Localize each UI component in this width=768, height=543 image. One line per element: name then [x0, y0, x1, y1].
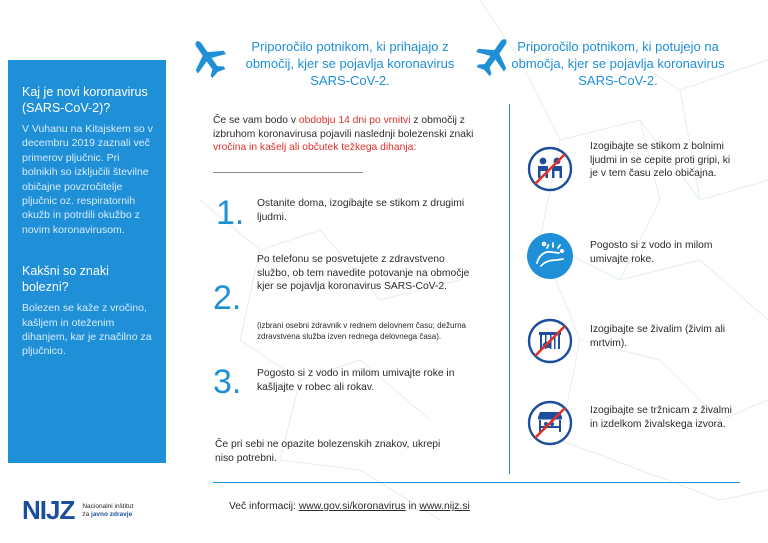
advice-no-market: Izogibajte se tržnicam z živalmi in izdelkom živalskega izvora. — [590, 405, 732, 430]
footer-divider — [213, 482, 740, 483]
sidebar-text-symptoms: Bolezen se kaže z vročino, kašljem in oteženim dihanjem, kar je značilno za pljučnico. — [22, 302, 152, 358]
logo-line-1: Nacionalni inštitut — [82, 502, 134, 510]
step-3-number: 3. — [213, 363, 242, 401]
no-market-icon — [527, 400, 573, 446]
footer-info — [229, 500, 470, 514]
intro-part-b: z območij z izbruhom koronavirusa pojavili naslednji bolezenski znaki — [213, 115, 474, 140]
logo-line-2 — [82, 511, 133, 519]
nijz-link[interactable]: www.nijz.si — [419, 501, 470, 512]
step-2-text: Po telefonu se posvetujete z zdravstveno službo, ob tem navedite potovanje na območje kjer se pojavlja koronavirus SARS-CoV-2. — [257, 254, 470, 293]
step-3-text: Pogosto si z vodo in milom umivajte roke in kašljajte v robec ali rokav. — [257, 368, 455, 393]
intro-highlight-period: obdobju 14 dni po vrnitvi — [298, 115, 411, 126]
no-contact-icon — [527, 146, 573, 192]
airplane-landing-icon — [188, 36, 228, 80]
nijz-logo — [22, 495, 133, 526]
right-section-title: Priporočilo potnikom, ki potujejo na območja, kjer se pojavlja koronavirus SARS-CoV-2. — [511, 39, 725, 88]
hand-washing-icon — [527, 233, 573, 279]
gov-link[interactable]: www.gov.si/koronavirus — [298, 501, 406, 512]
step-2-number: 2. — [213, 279, 242, 317]
left-section-title: Priporočilo potnikom, ki prihajajo z območij, kjer se pojavlja koronavirus SARS-CoV-2. — [245, 39, 455, 88]
advice-hand-washing: Pogosto si z vodo in milom umivajte roke. — [590, 240, 713, 265]
intro-highlight-symptoms: vročina in kašelj ali občutek težkega dihanja: — [213, 142, 417, 154]
advice-no-contact: Izogibajte se stikom z bolnimi ljudmi in se cepite proti gripi, ki je v tem času zelo običajna. — [590, 141, 731, 180]
sidebar-heading-what-is: Kaj je novi koronavirus (SARS-CoV-2)? — [22, 85, 148, 115]
intro-part-a: Če se vam bodo v — [213, 115, 299, 126]
footer-middle: in — [405, 501, 420, 512]
logo-line-2-prefix: za — [82, 510, 92, 518]
no-animals-icon — [527, 318, 573, 364]
intro-paragraph — [213, 114, 483, 155]
advice-no-animals: Izogibajte se živalim (živim ali mrtvim). — [590, 324, 726, 349]
outro-paragraph: Če pri sebi ne opazite bolezenskih znakov, ukrepi niso potrebni. — [215, 439, 441, 464]
step-1-text: Ostanite doma, izogibajte se stikom z drugimi ljudmi. — [257, 198, 465, 223]
column-divider — [509, 104, 510, 474]
logo-subtitle — [82, 503, 133, 519]
step-1-number: 1. — [216, 194, 245, 232]
intro-underline — [213, 172, 363, 173]
info-sidebar — [8, 60, 166, 463]
logo-line-2-accent: javno zdravje — [91, 510, 133, 518]
sidebar-text-what-is: V Vuhanu na Kitajskem so v decembru 2019 zaznali več primerov pljučnic. Pri bolnikih so izključili številne običajne povzročitelje pljučnic oz. respiratornih okužb in potrdili okužbo z novim koronavirusom. — [22, 123, 153, 236]
sidebar-heading-symptoms: Kakšni so znaki bolezni? — [22, 264, 109, 295]
footer-prefix: Več informacij: — [229, 501, 299, 512]
logo-mark: NIJZ — [22, 495, 75, 525]
step-2-note: (izbrani osebni zdravnik v rednem delovnem času; dežurna zdravstvena služba izven rednega delovnega časa). — [257, 321, 466, 341]
